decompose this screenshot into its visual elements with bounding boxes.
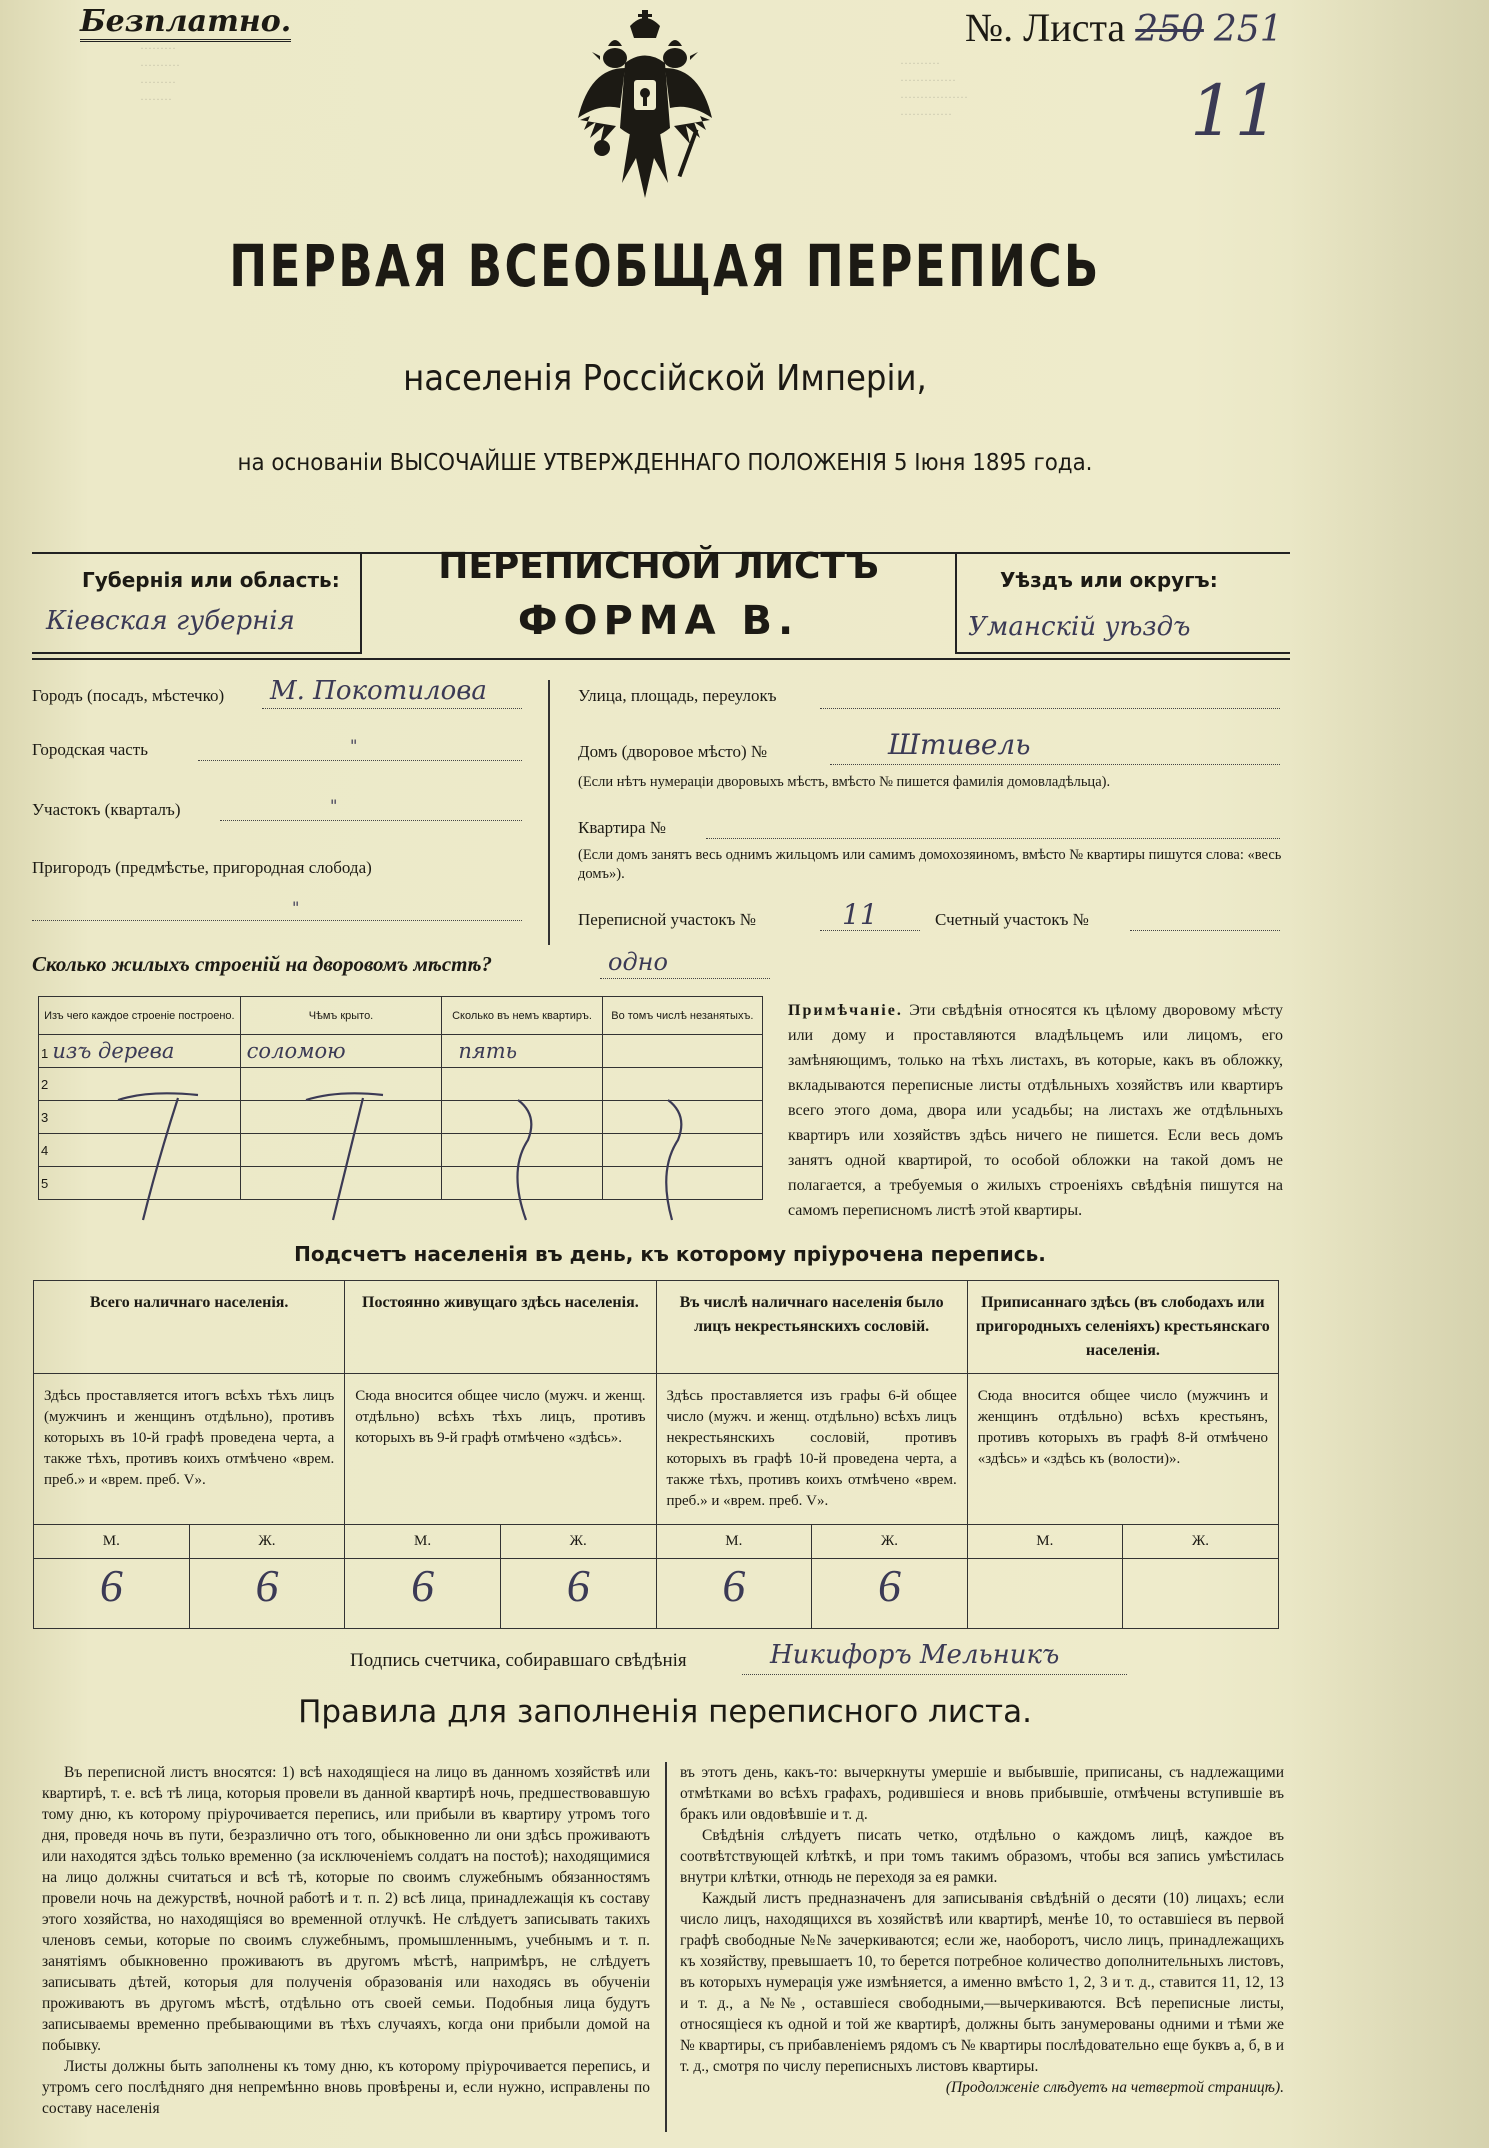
- table-cell: [39, 1035, 241, 1068]
- rules-paragraph: въ этотъ день, какъ-то: вычеркнуты умершіе и выбывшіе, приписаны, съ надлежащими отмѣтками во всѣхъ графахъ, родившіеся и вновь прибывшіе, отмѣчены вступившіе въ бракъ или овдовѣвшіе и т. д.: [680, 1764, 1284, 1823]
- female-label: Ж.: [812, 1525, 968, 1559]
- margin-mark: 11: [1190, 70, 1280, 152]
- signature-label: Подпись счетчика, собиравшаго свѣдѣнія: [350, 1650, 687, 1671]
- sheet-number-label: №. Листа: [965, 5, 1126, 50]
- count-total-male: 6: [34, 1559, 190, 1629]
- census-section-label: Переписной участокъ №: [578, 910, 756, 929]
- section-dots: [220, 820, 522, 821]
- buildings-note: [788, 998, 1283, 1223]
- count-non-peasant-male: 6: [656, 1559, 812, 1629]
- header-bottom-rule: [32, 658, 1290, 660]
- street-label: Улица, площадь, переулокъ: [578, 686, 777, 705]
- count-permanent-female: 6: [500, 1559, 656, 1629]
- gubernia-value: Кіевская губернія: [46, 606, 295, 636]
- population-count-table: [33, 1280, 1279, 1629]
- note-title: Примѣчаніе.: [788, 1002, 903, 1019]
- city-dots: [262, 708, 522, 709]
- counting-section-label: Счетный участокъ №: [935, 910, 1089, 929]
- count-values-row: [34, 1559, 1279, 1629]
- apartment-note: (Если домъ занятъ весь однимъ жильцомъ или самимъ домохозяиномъ, вмѣсто № квартиры пишутся слова: «весь домъ»).: [578, 847, 1282, 882]
- buildings-answer-dots: [600, 978, 770, 979]
- house-label: Домъ (дворовое мѣсто) №: [578, 742, 768, 761]
- suburb-dots: [32, 920, 522, 921]
- table-cell: [602, 1035, 762, 1068]
- district-label: Городская часть: [32, 740, 148, 759]
- form-title: ПЕРЕПИСНОЙ ЛИСТЪ: [438, 546, 879, 587]
- count-col-non-peasant: Въ числѣ наличнаго населенія было лицъ некрестьянскихъ сословій.: [656, 1281, 967, 1374]
- district-dots: [198, 760, 522, 761]
- rules-paragraph: Свѣдѣнія слѣдуетъ писать четко, отдѣльно о каждомъ лицѣ, каждое въ соотвѣтствующей клѣткѣ, и при томъ такимъ образомъ, чтобы вся запись умѣстилась внутри клѣтки, отнюдь не переходя за ея рамки.: [680, 1827, 1284, 1886]
- row-number: 4: [41, 1142, 49, 1158]
- buildings-col-vacant: Во томъ числѣ незанятыхъ.: [602, 997, 762, 1035]
- city-label: Городъ (посадъ, мѣстечко): [32, 686, 225, 705]
- count-col-registered-peasant: Приписаннаго здѣсь (въ слободахъ или пригородныхъ селеніяхъ) крестьянскаго населенія.: [967, 1281, 1278, 1374]
- table-cell: [442, 1035, 602, 1068]
- form-name: ФОРМА В.: [517, 598, 800, 644]
- male-label: М.: [656, 1525, 812, 1559]
- district-value: ": [350, 736, 358, 755]
- counting-section-dots: [1130, 930, 1280, 931]
- table-row: [39, 1035, 763, 1068]
- house-value: Штивель: [888, 728, 1031, 761]
- buildings-col-material: Изъ чего каждое строеніе построено.: [39, 997, 241, 1035]
- house-note: (Если нѣтъ нумераціи дворовыхъ мѣстъ, вмѣсто № пишется фамилія домовладѣльца).: [578, 774, 1111, 790]
- signature-value: Никифоръ Мельникъ: [770, 1640, 1060, 1670]
- house-dots: [830, 764, 1280, 765]
- count-desc-total: Здѣсь проставляется итогъ всѣхъ тѣхъ лицъ (мужчинъ и женщинъ отдѣльно), противъ которыхъ въ 10-й графѣ проведена черта, а также тѣхъ, противъ коихъ отмѣчено «врем. преб.» и «врем. преб. V».: [34, 1374, 345, 1525]
- count-title: Подсчетъ населенія въ день, къ которому пріурочена перепись.: [294, 1242, 1046, 1266]
- legal-basis: на основаніи ВЫСОЧАЙШЕ УТВЕРЖДЕННАГО ПОЛОЖЕНІЯ 5 Іюня 1895 года.: [237, 450, 1093, 476]
- buildings-col-apartments: Сколько въ немъ квартиръ.: [442, 997, 602, 1035]
- apartment-label: Квартира №: [578, 818, 667, 837]
- male-label: М.: [345, 1525, 501, 1559]
- rules-continued: (Продолженіе слѣдуетъ на четвертой страницѣ).: [945, 2079, 1284, 2096]
- row-number: 2: [41, 1076, 49, 1092]
- count-col-total: Всего наличнаго населенія.: [34, 1281, 345, 1374]
- rules-title: Правила для заполненія переписного листа.: [298, 1694, 1032, 1730]
- free-label: Безплатно.: [80, 4, 291, 42]
- sheet-number-crossed: 250: [1135, 9, 1204, 50]
- female-label: Ж.: [500, 1525, 656, 1559]
- page-subtitle: населенія Россійской Имперіи,: [403, 358, 927, 399]
- material-value: изъ дерева: [52, 1039, 175, 1063]
- row-number: 5: [41, 1175, 49, 1191]
- uezd-label: Уѣздъ или округъ:: [1000, 568, 1218, 592]
- rules-right-column: [680, 1762, 1284, 2098]
- bleed-through-text-left: ········· ·········· ········· ········: [140, 41, 180, 106]
- census-section-value: 11: [842, 898, 878, 931]
- male-label: М.: [967, 1525, 1122, 1559]
- count-desc-registered-peasant: Сюда вносится общее число (мужчинъ и женщинъ отдѣльно) всѣхъ крестьянъ, противъ которыхъ въ графѣ 8-й отмѣчено «здѣсь» и «здѣсь къ (волости)».: [967, 1374, 1278, 1525]
- imperial-eagle-emblem: [570, 8, 720, 208]
- city-value: М. Покотилова: [270, 676, 487, 706]
- address-divider: [548, 680, 550, 945]
- bleed-through-text-right: ·········· ·············· ················· ·············: [900, 56, 968, 121]
- rules-left-column: [42, 1762, 650, 2119]
- note-text: Эти свѣдѣнія относятся къ цѣлому дворовому мѣсту или дому и проставляются владѣльцемъ или лицомъ, его замѣняющимъ, только на тѣхъ листахъ, въ которые, какъ въ обложку, вкладываются переписные листы отдѣльныхъ хозяйствъ или квартиръ всего этого дома, двора или усадьбы; на листахъ же отдѣльныхъ квартиръ или хозяйствъ здѣсь ничего не пишется. Если весь домъ занятъ одной квартирой, то особой обложки на такой домъ не полагается, а требуемыя о жилыхъ строеніяхъ свѣдѣнія пишутся на самомъ переписномъ листѣ этой квартиры.: [788, 1002, 1284, 1219]
- ditto-marks: [38, 1070, 763, 1230]
- apartment-dots: [706, 838, 1280, 839]
- street-dots: [820, 708, 1280, 709]
- sheet-number: [965, 4, 1283, 51]
- sheet-number-value: 251: [1213, 9, 1283, 50]
- count-peasant-male: [967, 1559, 1122, 1629]
- count-desc-non-peasant: Здѣсь проставляется изъ графы 6-й общее число (мужч. и женщ. отдѣльно) всѣхъ лицъ некрестьянскихъ сословій, противъ которыхъ въ графѣ 10-й проведена черта, а также тѣхъ, противъ коихъ отмѣчено «врем. преб.» и «врем. преб. V».: [656, 1374, 967, 1525]
- signature-line: [350, 1650, 687, 1672]
- page-title: ПЕРВАЯ ВСЕОБЩАЯ ПЕРЕПИСЬ: [229, 232, 1101, 300]
- count-permanent-male: 6: [345, 1559, 501, 1629]
- section-label: Участокъ (кварталъ): [32, 800, 181, 819]
- female-label: Ж.: [1122, 1525, 1278, 1559]
- row-number: 3: [41, 1109, 49, 1125]
- female-label: Ж.: [189, 1525, 345, 1559]
- count-col-permanent: Постоянно живущаго здѣсь населенія.: [345, 1281, 656, 1374]
- uezd-value: Уманскій уѣздъ: [968, 612, 1191, 642]
- buildings-answer: одно: [608, 948, 668, 976]
- rules-paragraph: Каждый листъ предназначенъ для записыванія свѣдѣній о десяти (10) лицахъ; если число лицъ, находящихся въ хозяйствѣ или квартирѣ, менѣе 10, то оставшіеся въ первой графѣ свободные №№ зачеркиваются; если же, наоборотъ, число лицъ, принадлежащихъ къ хозяйству, превышаетъ 10, то берется потребное количество дополнительныхъ листовъ, въ которыхъ нумерація уже измѣняется, а именно вмѣсто 1, 2, 3 и т. д., ставится 11, 12, 13 и т. д., а №№, оставшіеся свободными,—вычеркиваются. Всѣ переписные листы, относящіеся къ одной и той же квартирѣ, должны быть занумерованы одними и тѣми же № квартиры, съ прибавленіемъ рядомъ съ № квартиры послѣдовательно еще буквъ а, б, в и т. д., смотря по числу переписныхъ листовъ квартиры.: [680, 1890, 1284, 2075]
- page-edge-shadow: [1289, 0, 1489, 2148]
- gubernia-label: Губернія или область:: [82, 568, 340, 592]
- buildings-col-roof: Чѣмъ крыто.: [240, 997, 442, 1035]
- buildings-table-header: [39, 997, 763, 1035]
- suburb-label: Пригородъ (предмѣстье, пригородная слобода): [32, 858, 372, 877]
- count-header-row: [34, 1281, 1279, 1374]
- rules-paragraph: Въ переписной листъ вносятся: 1) всѣ находящіеся на лицо въ данномъ хозяйствѣ или квартирѣ, т. е. всѣ тѣ лица, которыя провели въ данной квартирѣ ночь, предшествовавшую тому дню, къ которому пріурочивается перепись, или прибыли въ квартиру утромъ того дня, проведя ночь въ пути, безразлично отъ того, обыкновенно ли они здѣсь проживаютъ или находятся здѣсь только временно (за исключеніемъ солдатъ на постоѣ); находящимися на лицо должны считаться и всѣ тѣ, которые по своимъ служебнымъ обязанностямъ провели ночь на дежурствѣ, ночной работѣ и т. п. 2) всѣ лица, принадлежащія къ составу этого хозяйства, но находящіяся во временной отлучкѣ. Не слѣдуетъ записывать такихъ членовъ семьи, которые по своимъ служебнымъ, промышленнымъ, учебнымъ и т. п. занятіямъ обыкновенно проживаютъ въ другомъ мѣстѣ, напримѣръ, не слѣдуетъ записывать дѣтей, которыя для полученія образованія или находясь въ обученіи проживаютъ въ другомъ мѣстѣ, отдѣльно отъ своей семьи. Подобныя лица будутъ записываемы временно пребывающими въ тѣхъ случаяхъ, когда они прибыли домой на побывку.: [42, 1764, 650, 2054]
- rules-column-divider: [665, 1762, 667, 2132]
- rules-paragraph: Листы должны быть заполнены къ тому дню, къ которому пріурочивается перепись, и утромъ сего послѣдняго дня непремѣнно вновь провѣрены и, если нужно, исправлены по составу населенія: [42, 2058, 650, 2117]
- count-total-female: 6: [189, 1559, 345, 1629]
- buildings-question: Сколько жилыхъ строеній на дворовомъ мѣстѣ?: [32, 952, 493, 976]
- roof-value: соломою: [246, 1039, 346, 1063]
- signature-dots: [742, 1674, 1127, 1675]
- table-cell: [240, 1035, 442, 1068]
- count-desc-row: [34, 1374, 1279, 1525]
- count-mf-row: [34, 1525, 1279, 1559]
- count-non-peasant-female: 6: [812, 1559, 968, 1629]
- section-value: ": [330, 796, 338, 815]
- count-peasant-female: [1122, 1559, 1278, 1629]
- suburb-value: ": [292, 898, 300, 917]
- count-desc-permanent: Сюда вносится общее число (мужч. и женщ. отдѣльно) всѣхъ тѣхъ лицъ, противъ которыхъ въ 9-й графѣ отмѣчено «здѣсь».: [345, 1374, 656, 1525]
- row-number: 1: [41, 1046, 49, 1061]
- apartments-value: пять: [458, 1039, 518, 1063]
- male-label: М.: [34, 1525, 190, 1559]
